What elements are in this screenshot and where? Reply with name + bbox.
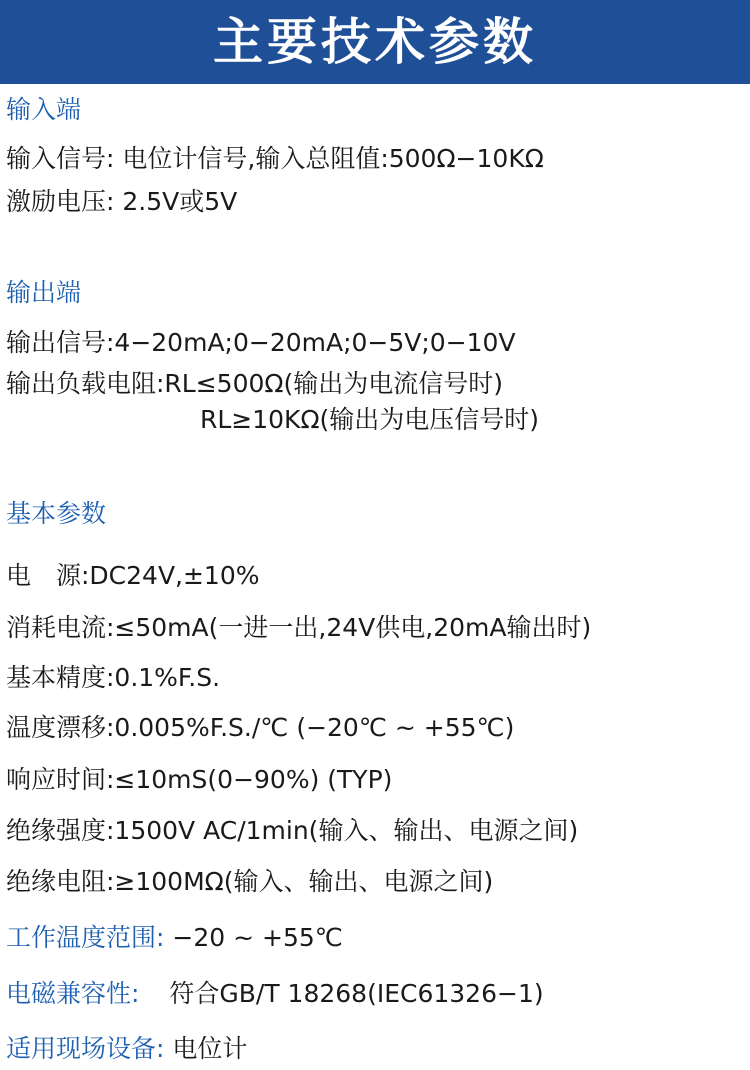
power-supply-text: 电 源:DC24V,±10% (6, 561, 260, 590)
temperature-drift-text: 温度漂移:0.005%F.S./℃ (−20℃ ~ +55℃) (6, 713, 515, 742)
operating-temperature-label: 工作温度范围: (6, 923, 165, 952)
application-row (6, 1033, 247, 1065)
basic-section-heading: 基本参数 (6, 499, 107, 528)
emc-row (6, 978, 544, 1010)
header-banner (0, 0, 750, 84)
emc-label: 电磁兼容性: (6, 979, 140, 1008)
operating-temperature-value: −20 ~ +55℃ (172, 923, 343, 952)
application-label: 适用现场设备: (6, 1034, 165, 1063)
input-signal-text: 输入信号: 电位计信号,输入总阻值:500Ω−10KΩ (6, 144, 544, 173)
accuracy-text: 基本精度:0.1%F.S. (6, 663, 221, 692)
output-load-voltage-text: RL≥10KΩ(输出为电压信号时) (200, 405, 540, 434)
output-signal-text: 输出信号:4−20mA;0−20mA;0−5V;0−10V (6, 328, 516, 357)
page-title: 主要技术参数 (213, 13, 537, 71)
input-section-heading: 输入端 (6, 95, 82, 124)
output-load-current-text: 输出负载电阻:RL≤500Ω(输出为电流信号时) (6, 369, 503, 398)
excitation-voltage-text: 激励电压: 2.5V或5V (6, 187, 238, 216)
response-time-text: 响应时间:≤10mS(0−90%) (TYP) (6, 765, 393, 794)
insulation-strength-text: 绝缘强度:1500V AC/1min(输入、输出、电源之间) (6, 816, 579, 845)
application-value: 电位计 (172, 1034, 248, 1063)
output-section-heading: 输出端 (6, 278, 82, 307)
current-consumption-text: 消耗电流:≤50mA(一进一出,24V供电,20mA输出时) (6, 613, 592, 642)
insulation-resistance-text: 绝缘电阻:≥100MΩ(输入、输出、电源之间) (6, 867, 494, 896)
operating-temperature-row (6, 922, 343, 954)
emc-value: 符合GB/T 18268(IEC61326−1) (169, 979, 544, 1008)
